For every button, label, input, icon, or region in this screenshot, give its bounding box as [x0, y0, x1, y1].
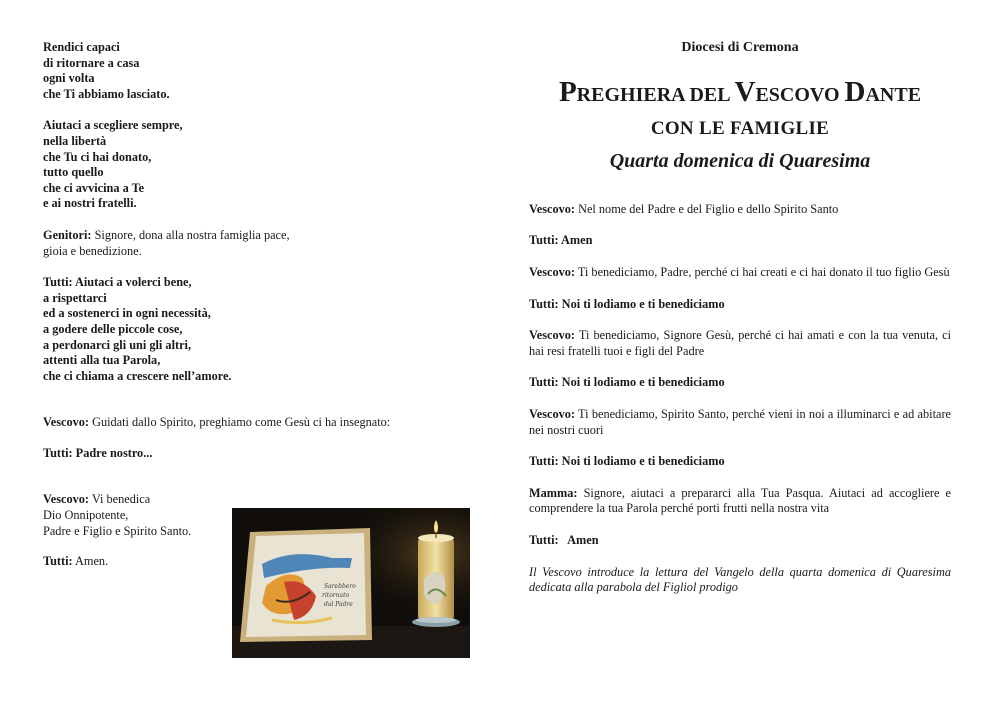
- liturgy-text: Nel nome del Padre e del Figlio e dello Spirito Santo: [575, 201, 839, 216]
- title-cap: V: [734, 75, 756, 108]
- prayer-line: di ritornare a casa: [43, 55, 140, 70]
- prayer-line: a rispettarci: [43, 290, 107, 305]
- prayer-line: tutto quello: [43, 165, 104, 180]
- prayer-line: ogni volta: [43, 71, 95, 86]
- title-small-caps: ANTE: [865, 83, 922, 106]
- prayer-line: Rendici capaci: [43, 40, 120, 54]
- book-text-line: dal Padre: [324, 601, 353, 608]
- blessing-line: Dio Onnipotente,: [43, 508, 129, 523]
- title-cap: P: [558, 75, 577, 108]
- liturgy-text: Ti benediciamo, Signore Gesù, perché ci hai amati e con la tua venuta, ci hai resi fratelli tuoi e figli del Padre: [529, 328, 951, 358]
- right-column: [529, 40, 951, 596]
- liturgy-text: Ti benediciamo, Padre, perché ci hai creati e ci hai donato il tuo figlio Gesù: [575, 264, 950, 279]
- book-text-line: Sarebbero: [324, 583, 356, 590]
- prayer-line: a godere delle piccole cose,: [43, 321, 183, 336]
- prayer-line: Tutti: Aiutaci a volerci bene,: [43, 275, 192, 290]
- blessing-line: Vi benedica: [89, 492, 151, 507]
- liturgy-item: [529, 265, 951, 281]
- speaker-label: Vescovo:: [529, 201, 575, 216]
- page-title: [529, 76, 951, 111]
- liturgy-text: Signore, aiutaci a prepararci alla Tua Pasqua. Aiutaci ad accogliere e comprendere la tua Parola perché porti frutti nella nostra vita: [529, 485, 951, 516]
- prayer-line: attenti alla tua Parola,: [43, 353, 161, 368]
- genitori-text-line2: gioia e benedizione.: [43, 243, 142, 258]
- tutti-prayer: [43, 275, 443, 384]
- speaker-label: Vescovo:: [529, 264, 575, 279]
- speaker-label: Vescovo:: [529, 328, 575, 343]
- liturgy-response: Tutti: Amen: [529, 233, 593, 248]
- book-and-candle-photo: [232, 508, 470, 658]
- vescovo-guidati: [43, 415, 443, 431]
- liturgy-item: [529, 486, 951, 517]
- page-subtitle: Quarta domenica di Quaresima: [609, 150, 871, 173]
- liturgy-item: [529, 328, 951, 359]
- prayer-line: che ci avvicina a Te: [43, 180, 145, 195]
- book-text-line: ritornato: [322, 592, 350, 599]
- prayer-line: che ci chiama a crescere nell’amore.: [43, 368, 232, 383]
- photo-illustration: [232, 508, 470, 658]
- prayer-line: che Ti abbiamo lasciato.: [43, 86, 170, 101]
- speaker-label: Vescovo:: [43, 492, 89, 507]
- title-small-caps: REGHIERA DEL: [576, 83, 735, 106]
- speaker-label: Vescovo:: [529, 406, 575, 421]
- left-column: [43, 40, 443, 570]
- speaker-label: Mamma:: [529, 485, 578, 500]
- speaker-label: Vescovo:: [43, 415, 89, 430]
- liturgy-text: Ti benediciamo, Spirito Santo, perché vieni in noi a illuminarci e ad abitare nei nostri cuori: [529, 406, 951, 437]
- prayer-line: e ai nostri fratelli.: [43, 196, 137, 211]
- prayer-stanza-1: [43, 40, 443, 102]
- genitori-text: Signore, dona alla nostra famiglia pace,: [91, 227, 290, 242]
- diocese-header: Diocesi di Cremona: [681, 40, 799, 55]
- genitori-paragraph: [43, 228, 443, 259]
- prayer-line: ed a sostenerci in ogni necessità,: [43, 306, 211, 321]
- prayer-line: nella libertà: [43, 133, 107, 148]
- liturgy-item: [529, 407, 951, 438]
- liturgy-response: Tutti: Noi ti lodiamo e ti benediciamo: [529, 454, 725, 469]
- prayer-line: Aiutaci a scegliere sempre,: [43, 118, 183, 133]
- liturgy-response: Tutti: Amen: [529, 532, 599, 547]
- prayer-line: che Tu ci hai donato,: [43, 149, 152, 164]
- vescovo-guidati-text: Guidati dallo Spirito, preghiamo come Gesù ci ha insegnato:: [89, 415, 391, 430]
- speaker-label: Tutti:: [43, 554, 73, 569]
- page-title-line2: CON LE FAMIGLIE: [650, 117, 830, 139]
- blessing-line: Padre e Figlio e Spirito Santo.: [43, 523, 192, 538]
- title-cap: D: [844, 75, 866, 108]
- prayer-line: a perdonarci gli uni gli altri,: [43, 337, 192, 352]
- title-small-caps: ESCOVO: [755, 83, 845, 106]
- liturgy-response: Tutti: Noi ti lodiamo e ti benediciamo: [529, 296, 725, 311]
- prayer-stanza-2: [43, 118, 443, 212]
- liturgy-item: [529, 202, 951, 218]
- liturgy-response: Tutti: Noi ti lodiamo e ti benediciamo: [529, 375, 725, 390]
- padre-nostro: Tutti: Padre nostro...: [43, 445, 153, 460]
- speaker-label: Genitori:: [43, 227, 92, 242]
- closing-note: Il Vescovo introduce la lettura del Vangelo della quarta domenica di Quaresima dedicata alla parabola del Figliol prodigo: [529, 564, 951, 595]
- tutti-amen-text: Amen.: [72, 554, 109, 569]
